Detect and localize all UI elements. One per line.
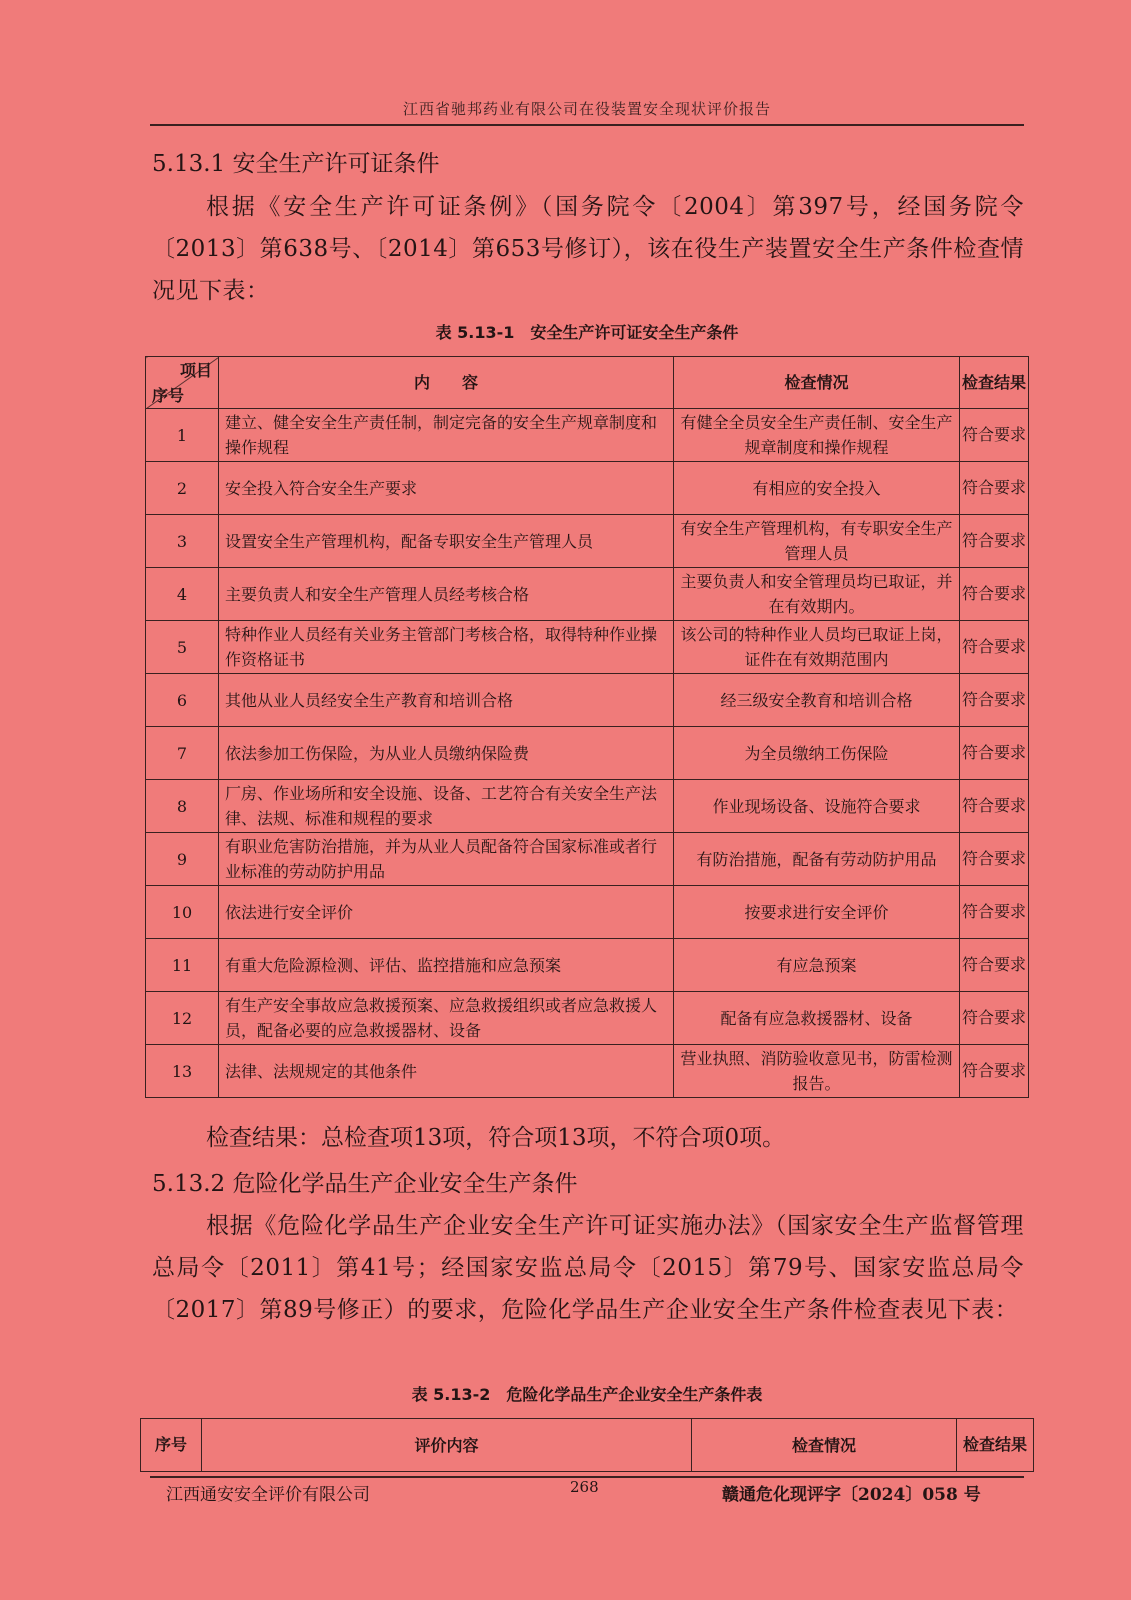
row-no: 11 <box>146 939 219 992</box>
table-row <box>146 727 1029 780</box>
row-no: 10 <box>146 886 219 939</box>
row-check: 配备有应急救援器材、设备 <box>674 992 960 1045</box>
row-content: 设置安全生产管理机构，配备专职安全生产管理人员 <box>219 515 674 568</box>
row-content: 厂房、作业场所和安全设施、设备、工艺符合有关安全生产法律、法规、标准和规程的要求 <box>219 780 674 833</box>
section-heading-5-13-2: 5.13.2 危险化学品生产企业安全生产条件 <box>152 1171 578 1197</box>
row-check: 营业执照、消防验收意见书，防雷检测报告。 <box>674 1045 960 1098</box>
row-content: 其他从业人员经安全生产教育和培训合格 <box>219 674 674 727</box>
header-result: 检查结果 <box>960 357 1029 409</box>
header-item-label: 项目 <box>179 361 212 380</box>
check-result-summary: 检查结果：总检查项13项，符合项13项，不符合项0项。 <box>206 1125 786 1151</box>
row-result: 符合要求 <box>960 1045 1029 1098</box>
page-header: 江西省驰邦药业有限公司在役装置安全现状评价报告 <box>402 100 771 118</box>
table-row <box>146 621 1029 674</box>
row-check: 经三级安全教育和培训合格 <box>674 674 960 727</box>
row-result: 符合要求 <box>960 568 1029 621</box>
row-result: 符合要求 <box>960 515 1029 568</box>
row-no: 13 <box>146 1045 219 1098</box>
table-safety-license-conditions <box>145 356 1029 1098</box>
row-no: 1 <box>146 409 219 462</box>
table-row <box>146 515 1029 568</box>
table-row <box>146 568 1029 621</box>
row-no: 8 <box>146 780 219 833</box>
row-result: 符合要求 <box>960 674 1029 727</box>
row-content: 有重大危险源检测、评估、监控措施和应急预案 <box>219 939 674 992</box>
row-check: 有应急预案 <box>674 939 960 992</box>
table-row <box>146 409 1029 462</box>
row-no: 2 <box>146 462 219 515</box>
row-no: 4 <box>146 568 219 621</box>
header-check: 检查情况 <box>692 1419 957 1472</box>
row-check: 主要负责人和安全管理员均已取证，并在有效期内。 <box>674 568 960 621</box>
footer-doc-number: 赣通危化现评字〔2024〕058 号 <box>722 1485 981 1505</box>
header-content: 内 容 <box>219 357 674 409</box>
row-no: 3 <box>146 515 219 568</box>
row-content: 法律、法规规定的其他条件 <box>219 1045 674 1098</box>
row-content: 有职业危害防治措施，并为从业人员配备符合国家标准或者行业标准的劳动防护用品 <box>219 833 674 886</box>
table-row <box>146 939 1029 992</box>
row-result: 符合要求 <box>960 886 1029 939</box>
page-number: 268 <box>570 1478 599 1496</box>
header-check: 检查情况 <box>674 357 960 409</box>
row-no: 7 <box>146 727 219 780</box>
row-check: 作业现场设备、设施符合要求 <box>674 780 960 833</box>
row-check: 有防治措施，配备有劳动防护用品 <box>674 833 960 886</box>
table2-caption: 表 5.13-2 危险化学品生产企业安全生产条件表 <box>411 1385 763 1404</box>
row-result: 符合要求 <box>960 833 1029 886</box>
row-check: 有相应的安全投入 <box>674 462 960 515</box>
row-content: 依法参加工伤保险，为从业人员缴纳保险费 <box>219 727 674 780</box>
header-no-label: 序号 <box>152 386 185 405</box>
row-result: 符合要求 <box>960 992 1029 1045</box>
table-row <box>146 992 1029 1045</box>
table-row <box>146 674 1029 727</box>
table-row <box>146 886 1029 939</box>
table1-caption: 表 5.13-1 安全生产许可证安全生产条件 <box>435 323 739 342</box>
row-no: 12 <box>146 992 219 1045</box>
diagonal-header-cell <box>146 357 219 409</box>
section-heading-5-13-1: 5.13.1 安全生产许可证条件 <box>152 151 440 177</box>
header-eval-content: 评价内容 <box>202 1419 692 1472</box>
row-content: 主要负责人和安全生产管理人员经考核合格 <box>219 568 674 621</box>
table-row <box>146 833 1029 886</box>
row-check: 为全员缴纳工伤保险 <box>674 727 960 780</box>
table-row <box>146 462 1029 515</box>
row-result: 符合要求 <box>960 780 1029 833</box>
row-content: 特种作业人员经有关业务主管部门考核合格，取得特种作业操作资格证书 <box>219 621 674 674</box>
row-result: 符合要求 <box>960 727 1029 780</box>
row-content: 建立、健全安全生产责任制，制定完备的安全生产规章制度和操作规程 <box>219 409 674 462</box>
row-check: 有健全全员安全生产责任制、安全生产规章制度和操作规程 <box>674 409 960 462</box>
row-result: 符合要求 <box>960 939 1029 992</box>
table-hazchem-conditions <box>140 1418 1034 1472</box>
table-row <box>146 1045 1029 1098</box>
section1-paragraph: 根据《安全生产许可证条例》（国务院令〔2004〕第397号，经国务院令〔2013〕第638号、〔2014〕第653号修订），该在役生产装置安全生产条件检查情况见下表： <box>152 194 1024 304</box>
row-content: 依法进行安全评价 <box>219 886 674 939</box>
row-no: 6 <box>146 674 219 727</box>
row-no: 5 <box>146 621 219 674</box>
row-result: 符合要求 <box>960 462 1029 515</box>
header-result: 检查结果 <box>957 1419 1034 1472</box>
row-result: 符合要求 <box>960 621 1029 674</box>
footer-company: 江西通安安全评价有限公司 <box>166 1485 370 1505</box>
row-check: 按要求进行安全评价 <box>674 886 960 939</box>
row-content: 有生产安全事故应急救援预案、应急救援组织或者应急救援人员，配备必要的应急救援器材、设备 <box>219 992 674 1045</box>
row-result: 符合要求 <box>960 409 1029 462</box>
header-no: 序号 <box>141 1419 202 1472</box>
row-check: 有安全生产管理机构，有专职安全生产管理人员 <box>674 515 960 568</box>
row-no: 9 <box>146 833 219 886</box>
section2-paragraph: 根据《危险化学品生产企业安全生产许可证实施办法》（国家安全生产监督管理总局令〔2011〕第41号；经国家安监总局令〔2015〕第79号、国家安监总局令〔2017〕第89号修正）的要求，危险化学品生产企业安全生产条件检查表见下表： <box>152 1213 1024 1323</box>
header-rule <box>150 124 1024 126</box>
row-content: 安全投入符合安全生产要求 <box>219 462 674 515</box>
table-row <box>146 780 1029 833</box>
row-check: 该公司的特种作业人员均已取证上岗，证件在有效期范围内 <box>674 621 960 674</box>
